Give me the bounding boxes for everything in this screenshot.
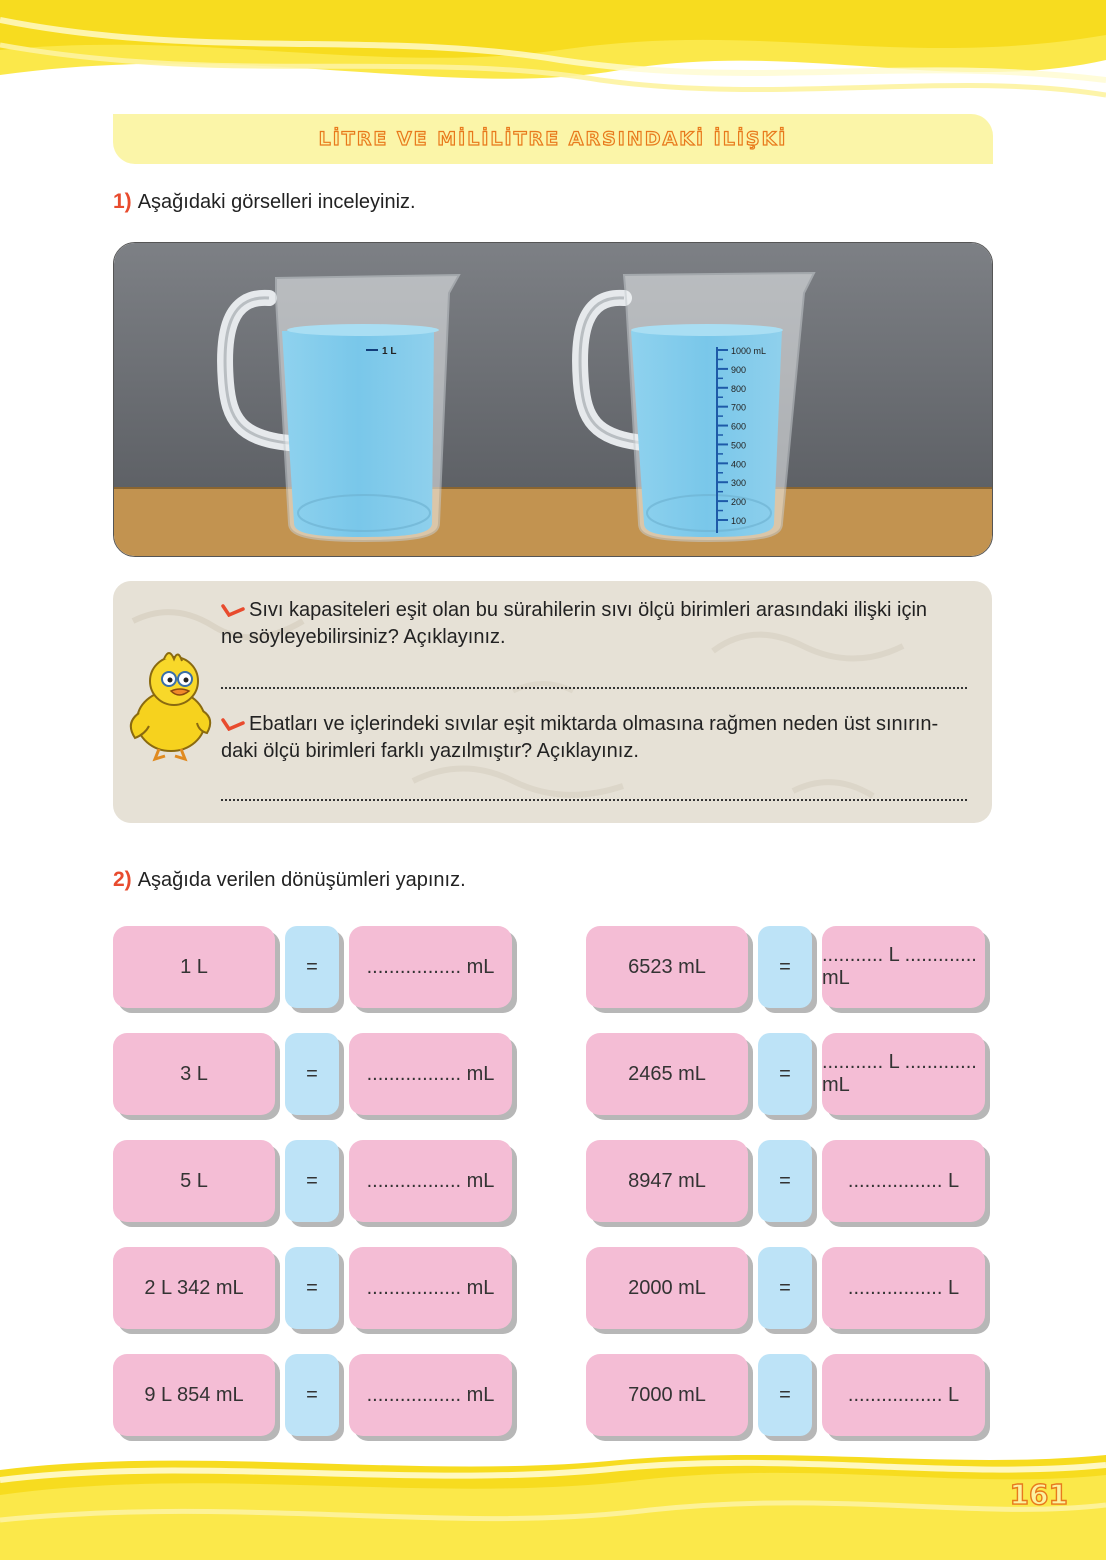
question-1-text: Aşağıdaki görselleri inceleyiniz. [137, 191, 416, 213]
discussion-box [113, 581, 992, 823]
check-mark-icon [221, 603, 245, 617]
equals-sign: = [285, 1033, 339, 1115]
conversion-given-left: 3 L [113, 1033, 275, 1115]
prompt-1-line-2: ne söyleyebilirsiniz? Açıklayınız. [221, 626, 506, 648]
equals-sign: = [758, 1247, 812, 1329]
equals-sign: = [285, 1247, 339, 1329]
check-mark-icon [221, 717, 245, 731]
question-2 [113, 868, 466, 892]
answer-line-2[interactable] [221, 799, 967, 801]
conversion-answer-left[interactable]: ................. mL [349, 1140, 512, 1222]
scale-label: 1000 mL [731, 346, 767, 356]
equals-sign: = [758, 1354, 812, 1436]
top-wave-decoration [0, 0, 1106, 110]
scale-label: 900 [731, 364, 747, 375]
page-number: 161 [1009, 1478, 1068, 1511]
conversion-given-left: 2 L 342 mL [113, 1247, 275, 1329]
equals-sign: = [285, 1354, 339, 1436]
conversion-answer-right[interactable]: ................. L [822, 1354, 985, 1436]
conversion-answer-left[interactable]: ................. mL [349, 1247, 512, 1329]
conversion-given-right: 7000 mL [586, 1354, 748, 1436]
conversion-answer-right[interactable]: ........... L ............. mL [822, 1033, 985, 1115]
section-title: LİTRE VE MİLİLİTRE ARSINDAKİ İLİŞKİ [318, 128, 788, 150]
conversion-answer-left[interactable]: ................. mL [349, 926, 512, 1008]
conversion-answer-left[interactable]: ................. mL [349, 1033, 512, 1115]
prompt-2 [221, 711, 981, 765]
equals-sign: = [758, 1033, 812, 1115]
conversion-given-right: 2000 mL [586, 1247, 748, 1329]
conversion-answer-right[interactable]: ................. L [822, 1140, 985, 1222]
scale-label: 400 [731, 459, 747, 470]
conversion-answer-left[interactable]: ................. mL [349, 1354, 512, 1436]
question-2-number: 2) [113, 868, 132, 891]
conversion-answer-right[interactable]: ................. L [822, 1247, 985, 1329]
jugs-photo [113, 242, 993, 557]
conversion-given-right: 8947 mL [586, 1140, 748, 1222]
conversion-given-right: 2465 mL [586, 1033, 748, 1115]
question-2-text: Aşağıda verilen dönüşümleri yapınız. [137, 869, 466, 891]
jugs-illustration [114, 243, 992, 556]
scale-label: 500 [731, 440, 747, 451]
conversion-given-left: 5 L [113, 1140, 275, 1222]
bottom-wave-decoration [0, 1440, 1106, 1560]
left-jug-mark: 1 L [382, 346, 397, 357]
scale-label: 200 [731, 497, 747, 508]
scale-label: 700 [731, 402, 747, 413]
section-title-bar [113, 114, 993, 164]
conversion-given-left: 9 L 854 mL [113, 1354, 275, 1436]
equals-sign: = [285, 1140, 339, 1222]
conversion-answer-right[interactable]: ........... L ............. mL [822, 926, 985, 1008]
prompt-2-line-1: Ebatları ve içlerindeki sıvılar eşit miktarda olmasına rağmen neden üst sınırın- [249, 713, 939, 735]
prompt-2-line-2: daki ölçü birimleri farklı yazılmıştır? Açıklayınız. [221, 740, 639, 762]
question-1-number: 1) [113, 190, 132, 213]
scale-label: 800 [731, 383, 747, 394]
conversion-given-right: 6523 mL [586, 926, 748, 1008]
prompt-1-line-1: Sıvı kapasiteleri eşit olan bu sürahilerin sıvı ölçü birimleri arasındaki ilişki için [249, 599, 928, 621]
scale-label: 600 [731, 421, 747, 432]
equals-sign: = [285, 926, 339, 1008]
answer-line-1[interactable] [221, 687, 967, 689]
question-1 [113, 190, 416, 214]
prompt-1 [221, 597, 981, 651]
conversion-given-left: 1 L [113, 926, 275, 1008]
scale-label: 300 [731, 478, 747, 489]
equals-sign: = [758, 1140, 812, 1222]
chick-mascot-icon [119, 643, 219, 763]
equals-sign: = [758, 926, 812, 1008]
scale-label: 100 [731, 516, 747, 526]
